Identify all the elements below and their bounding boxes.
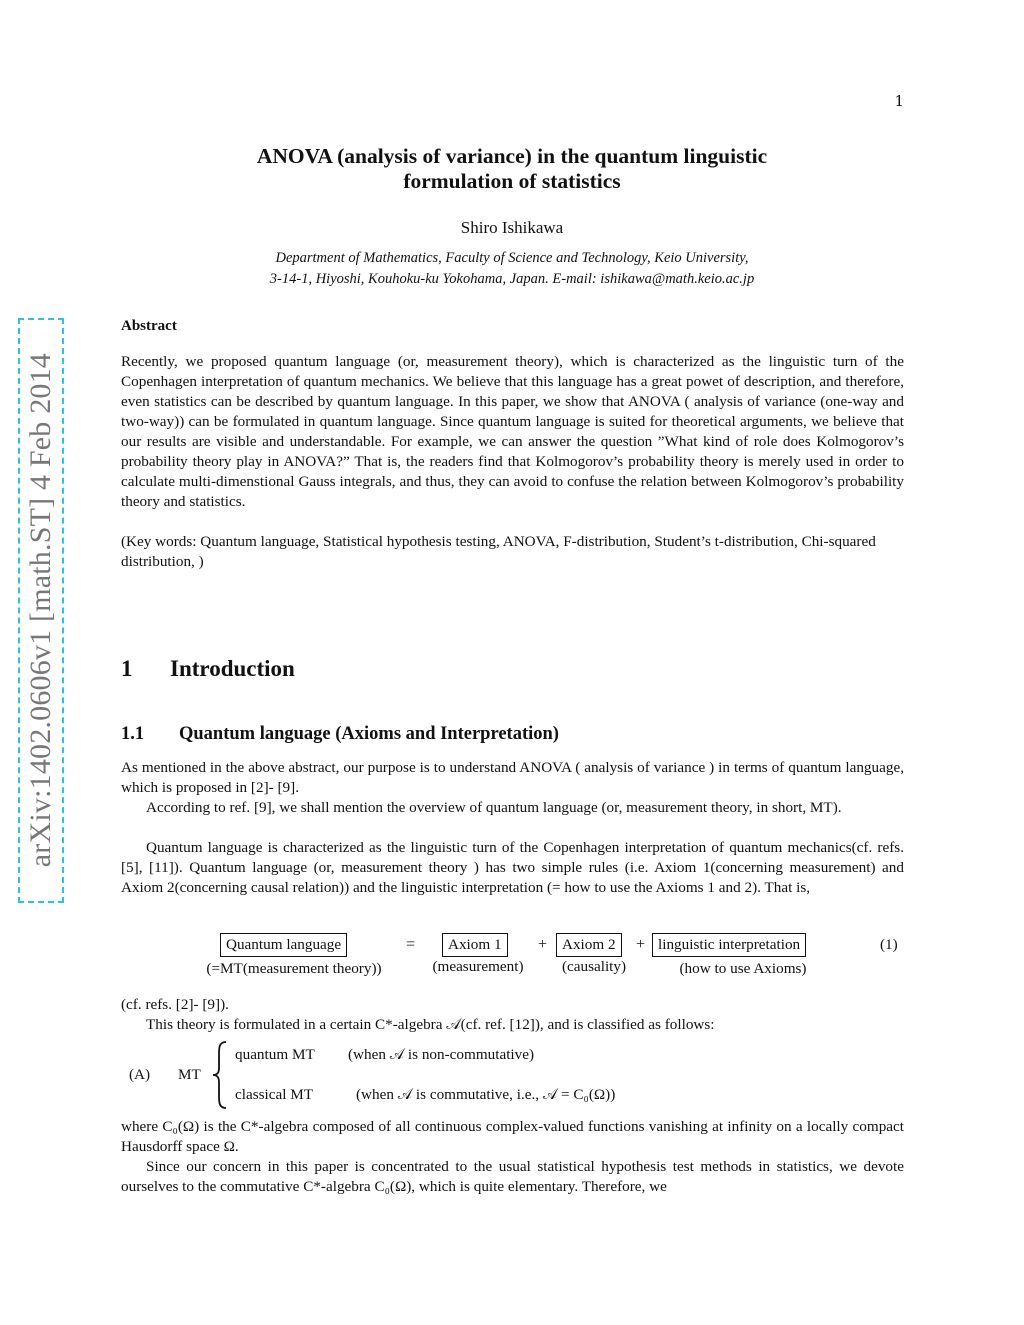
- paragraph-3: Quantum language is characterized as the linguistic turn of the Copenhagen interpretation of quantum mechanics(cf. refs. [5], [11]). Quantum language (or, measurement theory ) has two simple rules (i.e. Axiom 1(concerning measurement) and Axiom 2(concerning causal relation)) and the linguistic interpretation (= how to use the Axioms 1 and 2). That is,: [121, 839, 904, 896]
- section-title: Introduction: [170, 656, 295, 681]
- refs-note: (cf. refs. [2]- [9]).: [121, 996, 229, 1013]
- box-quantum-language: Quantum language: [220, 933, 347, 957]
- arxiv-stamp: [18, 318, 64, 903]
- box-axiom-2: Axiom 2: [556, 933, 622, 957]
- paragraph-4: This theory is formulated in a certain C*-algebra 𝒜(cf. ref. [12]), and is classified as follows:: [146, 1016, 715, 1033]
- quantum-mt: quantum MT: [235, 1046, 315, 1063]
- section-number: 1: [121, 656, 133, 681]
- paragraph-5: where C₀(Ω) is the C*-algebra composed of all continuous complex-valued functions vanishing at infinity on a locally compact Hausdorff space Ω.: [121, 1118, 904, 1155]
- caption-how-to-use: (how to use Axioms): [679, 960, 807, 977]
- caption-measurement: (measurement): [432, 958, 524, 975]
- plus-sign-2: +: [636, 936, 646, 953]
- box-linguistic-interpretation: linguistic interpretation: [652, 933, 806, 957]
- subsection-heading: [121, 724, 559, 745]
- title-line-2: formulation of statistics: [403, 169, 621, 193]
- title-line-1: ANOVA (analysis of variance) in the quantum linguistic: [256, 144, 768, 168]
- keywords: (Key words: Quantum language, Statistical hypothesis testing, ANOVA, F-distribution, Student’s t-distribution, Chi-squared distribution, ): [121, 533, 876, 570]
- affiliation: [120, 248, 904, 290]
- classification-label: (A): [129, 1066, 151, 1083]
- quantum-mt-condition: (when 𝒜 is non-commutative): [348, 1046, 535, 1063]
- caption-mt: (=MT(measurement theory)): [206, 960, 382, 977]
- classification-mt: MT: [178, 1066, 201, 1083]
- arxiv-stamp-text: arXiv:1402.0606v1 [math.ST] 4 Feb 2014: [24, 353, 57, 868]
- plus-sign-1: +: [538, 936, 548, 953]
- paper-title: [120, 144, 904, 194]
- curly-brace: [210, 1040, 230, 1110]
- classical-mt: classical MT: [235, 1086, 314, 1103]
- subsection-number: 1.1: [121, 724, 145, 744]
- box-axiom-1: Axiom 1: [442, 933, 508, 957]
- paragraph-6: Since our concern in this paper is concentrated to the usual statistical hypothesis test methods in statistics, we devote ourselves to the commutative C*-algebra C₀(Ω), which is quite elementary. Therefore, we: [121, 1158, 904, 1195]
- paragraph-2: According to ref. [9], we shall mention the overview of quantum language (or, measurement theory, in short, MT).: [146, 799, 842, 816]
- affiliation-line-2: 3-14-1, Hiyoshi, Kouhoku-ku Yokohama, Japan. E-mail: ishikawa@math.keio.ac.jp: [269, 271, 755, 287]
- classical-mt-condition: (when 𝒜 is commutative, i.e., 𝒜 = C₀(Ω)): [356, 1086, 616, 1103]
- equals-sign: =: [406, 936, 416, 953]
- caption-causality: (causality): [561, 958, 627, 975]
- equation-number: (1): [880, 936, 898, 953]
- paragraph-1: As mentioned in the above abstract, our purpose is to understand ANOVA ( analysis of variance ) in terms of quantum language, which is proposed in [2]- [9].: [121, 759, 904, 796]
- affiliation-line-1: Department of Mathematics, Faculty of Science and Technology, Keio University,: [275, 250, 749, 266]
- subsection-title: Quantum language (Axioms and Interpretation): [179, 724, 559, 744]
- abstract-heading: Abstract: [121, 318, 177, 334]
- section-heading: [121, 656, 295, 682]
- page-number: 1: [894, 92, 904, 110]
- abstract-text: Recently, we proposed quantum language (or, measurement theory), which is characterized as the linguistic turn of the Copenhagen interpretation of quantum mechanics. We believe that this language has a great powet of description, and therefore, even statistics can be described by quantum language. In this paper, we show that ANOVA ( analysis of variance (one-way and two-way)) can be formulated in quantum language. Since quantum language is suited for theoretical arguments, we believe that our results are visible and understandable. For example, we can answer the question ”What kind of role does Kolmogorov’s probability theory play in ANOVA?” That is, the readers find that Kolmogorov’s probability theory is merely used in order to calculate multi-dimenstional Gauss integrals, and thus, they can avoid to confuse the relation between Kolmogorov’s probability theory and statistics.: [121, 353, 904, 510]
- author: Shiro Ishikawa: [460, 218, 564, 237]
